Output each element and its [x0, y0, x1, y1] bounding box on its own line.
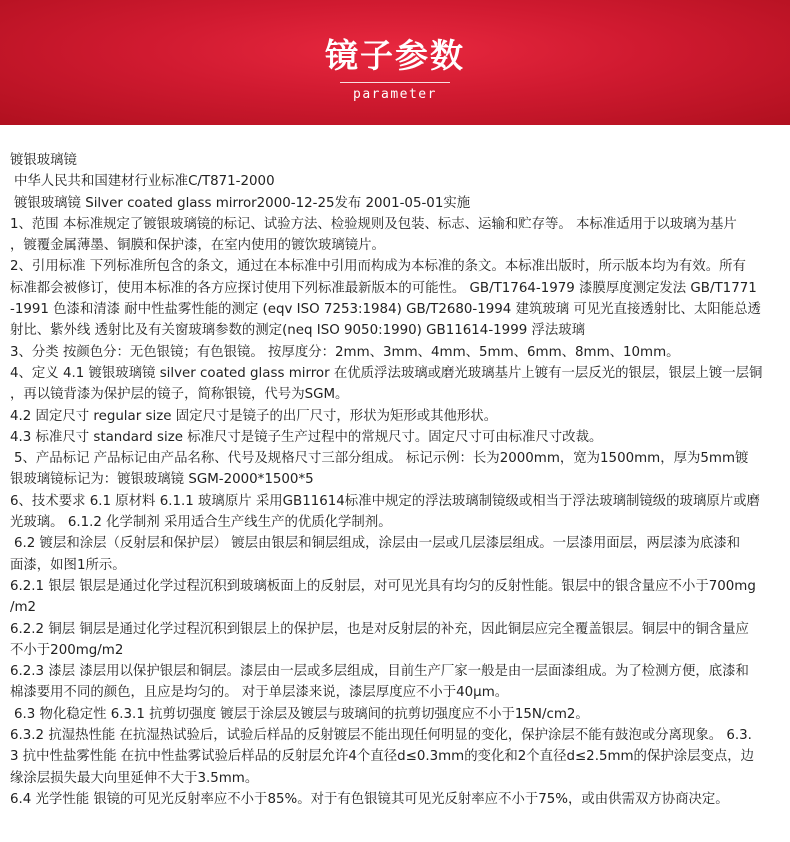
doc-line: ，镀覆金属薄墨、铜膜和保护漆，在室内使用的镀饮玻璃镜片。 — [10, 238, 385, 254]
doc-line: 缘涂层损失最大向里延伸不大于3.5mm。 — [10, 770, 259, 786]
page-subtitle: parameter — [353, 87, 437, 102]
doc-line: 不小于200mg/m2 — [10, 642, 124, 658]
doc-line: 银玻璃镜标记为：镀银玻璃镜 SGM-2000*1500*5 — [10, 472, 314, 488]
doc-line: 6.2.3 漆层 漆层用以保护银层和铜层。漆层由一层或多层组成，目前生产厂家一般是由一层面漆组成。为了检测方便，底漆和 — [10, 664, 749, 680]
doc-line: -1991 色漆和清漆 耐中性盐雾性能的测定 (eqv ISO 7253:1984) GB/T2680-1994 建筑玻璃 可见光直接透射比、太阳能总透 — [10, 302, 761, 318]
doc-line: 3 抗中性盐雾性能 在抗中性盐雾试验后样品的反射层允许4个直径d≤0.3mm的变化和2个直径d≤2.5mm的保护涂层变点，边 — [10, 749, 755, 765]
doc-line: 3、分类 按颜色分：无色银镜；有色银镜。 按厚度分：2mm、3mm、4mm、5mm、6mm、8mm、10mm。 — [10, 344, 680, 360]
doc-line: 6.4 光学性能 银镜的可见光反射率应不小于85%。对于有色银镜其可见光反射率应不小于75%，或由供需双方协商决定。 — [10, 791, 729, 807]
doc-line: ，再以镜背漆为保护层的镜子，简称银镜，代号为SGM。 — [10, 387, 349, 403]
doc-line: /m2 — [10, 600, 37, 616]
page-title: 镜子参数 — [325, 36, 465, 75]
doc-line: 6.3 物化稳定性 6.3.1 抗剪切强度 镀层于涂层及镀层与玻璃间的抗剪切强度应不小于15N/cm2。 — [14, 706, 589, 722]
header-banner — [0, 0, 790, 125]
doc-line: 4.3 标准尺寸 standard size 标准尺寸是镜子生产过程中的常规尺寸。固定尺寸可由标准尺寸改裁。 — [10, 429, 603, 445]
doc-line: 6.2.1 银层 银层是通过化学过程沉积到玻璃板面上的反射层，对可见光具有均匀的反射性能。银层中的银含量应不小于700mg — [10, 578, 756, 594]
doc-publish-info: 镀银玻璃镜 Silver coated glass mirror2000-12-25发布 2001-05-01实施 — [14, 195, 471, 211]
doc-line: 4.2 固定尺寸 regular size 固定尺寸是镜子的出厂尺寸，形状为矩形或其他形状。 — [10, 408, 498, 424]
doc-line: 6、技术要求 6.1 原材料 6.1.1 玻璃原片 采用GB11614标准中规定的浮法玻璃制镜级或相当于浮法玻璃制镜级的玻璃原片或磨 — [10, 493, 760, 509]
doc-line: 棉漆要用不同的颜色，且应是均匀的。 对于单层漆来说，漆层厚度应不小于40μm。 — [10, 685, 509, 701]
doc-line: 6.2.2 铜层 铜层是通过化学过程沉积到银层上的保护层，也是对反射层的补充，因此铜层应完全覆盖银层。铜层中的铜含量应 — [10, 621, 749, 637]
doc-line: 面漆，如图1所示。 — [10, 557, 126, 573]
doc-line: 射比、紫外线 透射比及有关窗玻璃参数的测定(neq ISO 9050:1990) GB11614-1999 浮法玻璃 — [10, 323, 586, 339]
doc-heading: 镀银玻璃镜 — [10, 153, 77, 168]
doc-line: 4、定义 4.1 镀银玻璃镜 silver coated glass mirror 在优质浮法玻璃或磨光玻璃基片上镀有一层反光的银层，银层上镀一层铜 — [10, 365, 763, 381]
doc-line: 光玻璃。 6.1.2 化学制剂 采用适合生产线生产的优质化学制剂。 — [10, 515, 392, 531]
doc-standard-name: 中华人民共和国建材行业标准C/T871-2000 — [14, 174, 275, 190]
doc-line: 6.2 镀层和涂层（反射层和保护层） 镀层由银层和铜层组成，涂层由一层或几层漆层组成。一层漆用面层，两层漆为底漆和 — [14, 536, 741, 552]
doc-line: 1、范围 本标准规定了镀银玻璃镜的标记、试验方法、检验规则及包装、标志、运输和贮存等。 本标准适用于以玻璃为基片 — [10, 216, 737, 232]
document-body — [10, 150, 782, 810]
doc-line: 2、引用标准 下列标准所包含的条文，通过在本标准中引用而构成为本标准的条文。本标准出版时，所示版本均为有效。所有 — [10, 259, 746, 275]
doc-line: 5、产品标记 产品标记由产品名称、代号及规格尺寸三部分组成。 标记示例：长为2000mm，宽为1500mm，厚为5mm镀 — [14, 451, 749, 467]
doc-line: 6.3.2 抗湿热性能 在抗湿热试验后，试验后样品的反射镀层不能出现任何明显的变化，保护涂层不能有鼓泡或分离现象。 6.3. — [10, 728, 752, 744]
doc-line: 标准都会被修订，使用本标准的各方应探讨使用下列标准最新版本的可能性。 GB/T1764-1979 漆膜厚度测定发法 GB/T1771 — [10, 280, 757, 296]
title-divider — [340, 82, 450, 83]
